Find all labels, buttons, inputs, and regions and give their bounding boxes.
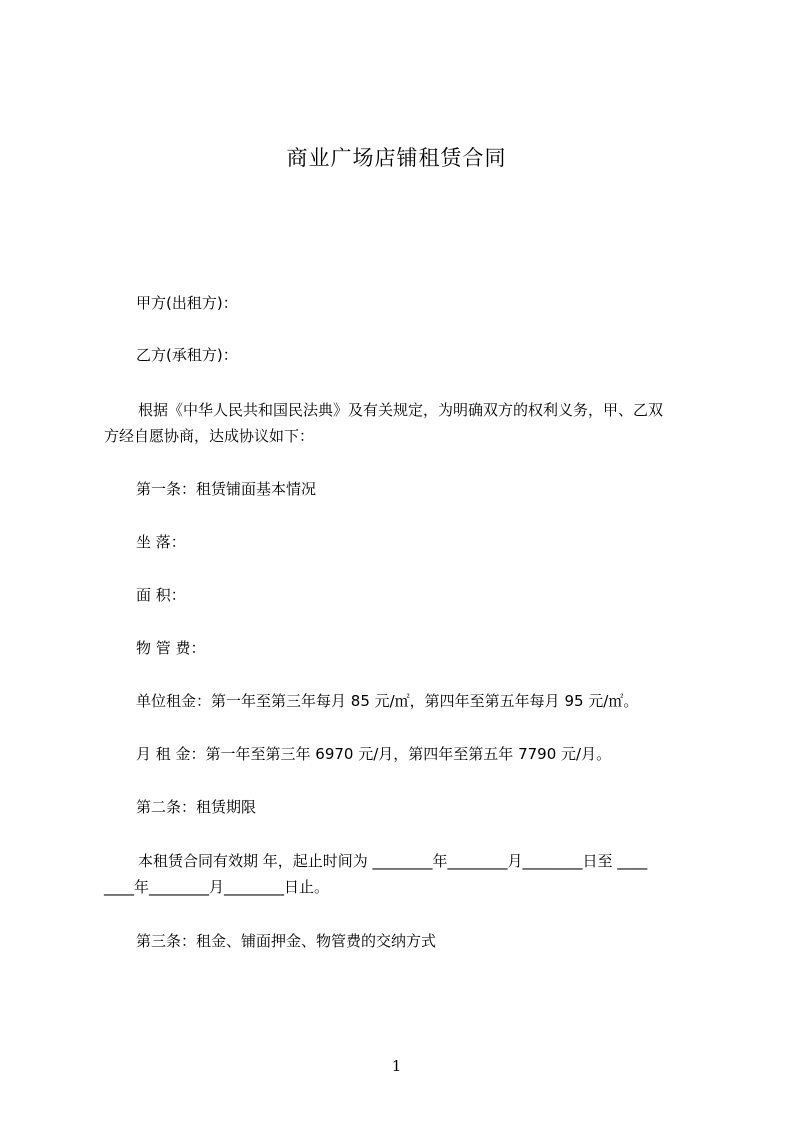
document-title: 商业广场店铺租赁合同 bbox=[286, 146, 507, 170]
preamble-line-2: 方经自愿协商，达成协议如下： bbox=[104, 427, 315, 445]
area-label: 面 积： bbox=[136, 586, 186, 604]
article-3-heading: 第三条：租金、铺面押金、物管费的交纳方式 bbox=[136, 932, 437, 950]
article-1-heading: 第一条：租赁铺面基本情况 bbox=[136, 480, 317, 498]
term-line-1: 本租赁合同有效期 年，起止时间为 ________年________月________日至 ____ bbox=[138, 852, 648, 870]
unit-rent-line: 单位租金：第一年至第三年每月 85 元/㎡，第四年至第五年每月 95 元/㎡。 bbox=[136, 692, 639, 710]
page-number: 1 bbox=[391, 1057, 402, 1075]
party-a-label: 甲方(出租方)： bbox=[136, 294, 238, 312]
article-2-heading: 第二条：租赁期限 bbox=[136, 798, 257, 816]
location-label: 坐 落： bbox=[136, 533, 186, 551]
monthly-rent-line: 月 租 金：第一年至第三年 6970 元/月，第四年至第五年 7790 元/月。 bbox=[136, 745, 612, 763]
term-line-2: ____年________月________日止。 bbox=[104, 878, 330, 896]
preamble-line-1: 根据《中华人民共和国民法典》及有关规定，为明确双方的权利义务，甲、乙双 bbox=[138, 401, 664, 419]
property-fee-label: 物 管 费： bbox=[136, 639, 206, 657]
party-b-label: 乙方(承租方)： bbox=[136, 346, 238, 364]
